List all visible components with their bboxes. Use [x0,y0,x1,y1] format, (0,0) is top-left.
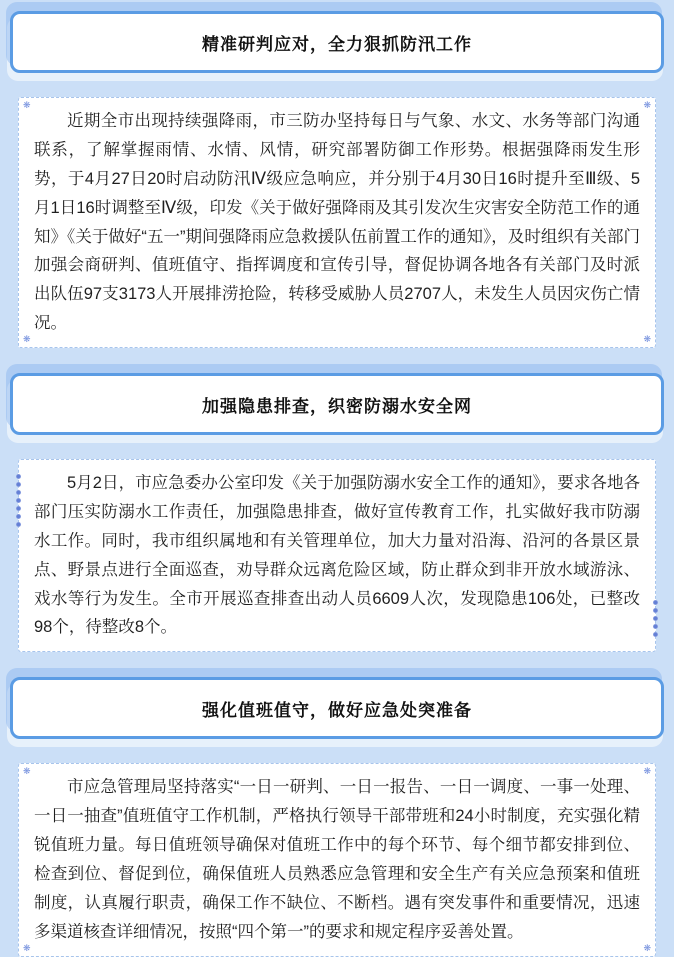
corner-flower-icon: ❋ [643,100,651,110]
section-content-box [18,97,656,348]
section-title: 精准研判应对，全力狠抓防汛工作 [202,34,472,54]
section-drowning-prevention [10,373,664,652]
section-title-banner [10,677,664,739]
corner-flower-icon: ❋ [643,942,651,953]
section-content-box [18,763,656,956]
dots-decoration [16,474,21,527]
corner-flower-icon: ❋ [23,334,31,344]
section-body-text: 5月2日，市应急委办公室印发《关于加强防溺水安全工作的通知》，要求各地各部门压实防溺水工作责任，加强隐患排查，做好宣传教育工作，扎实做好我市防溺水工作。同时，我市组织属地和有关管理单位，加大力量对沿海、沿河的各景区景点、野景点进行全面巡查，劝导群众远离危险区域，防止群众到非开放水域游泳、戏水等行为发生。全市开展巡查排查出动人员6609人次，发现隐患106处，已整改98个，待整改8个。 [34,474,640,637]
corner-flower-icon: ❋ [23,942,31,953]
corner-flower-icon: ❋ [643,766,651,777]
section-title-banner [10,11,664,73]
corner-flower-icon: ❋ [643,334,651,344]
section-body-text: 近期全市出现持续强降雨，市三防办坚持每日与气象、水文、水务等部门沟通联系，了解掌握雨情、水情、风情，研究部署防御工作形势。根据强降雨发生形势，于4月27日20时启动防汛Ⅳ级应急响应，并分别于4月30日16时提升至Ⅲ级、5月1日16时调整至Ⅳ级，印发《关于做好强降雨及其引发次生灾害安全防范工作的通知》《关于做好“五一”期间强降雨应急救援队伍前置工作的通知》，及时组织有关部门加强会商研判、值班值守、指挥调度和宣传引导，督促协调各地各有关部门及时派出队伍97支3173人开展排涝抢险，转移受威胁人员2707人，未发生人员因灾伤亡情况。 [34,112,640,333]
section-body-text: 市应急管理局坚持落实“一日一研判、一日一报告、一日一调度、一事一处理、一日一抽查”值班值守工作机制，严格执行领导干部带班和24小时制度，充实强化精锐值班力量。每日值班领导确保对值班工作中的每个环节、每个细节都安排到位、检查到位、督促到位，确保值班人员熟悉应急管理和安全生产有关应急预案和值班制度，认真履行职责，确保工作不缺位、不断档。遇有突发事件和重要情况，迅速多渠道核查详细情况，按照“四个第一”的要求和规定程序妥善处置。 [34,778,640,941]
section-title: 加强隐患排查，织密防溺水安全网 [202,396,472,416]
corner-flower-icon: ❋ [23,100,31,110]
dots-decoration [653,600,658,637]
section-title-banner [10,373,664,435]
section-duty-readiness [10,677,664,956]
corner-flower-icon: ❋ [23,766,31,777]
section-content-box [18,459,656,652]
section-flood-control [10,11,664,348]
section-title: 强化值班值守，做好应急处突准备 [202,700,472,720]
